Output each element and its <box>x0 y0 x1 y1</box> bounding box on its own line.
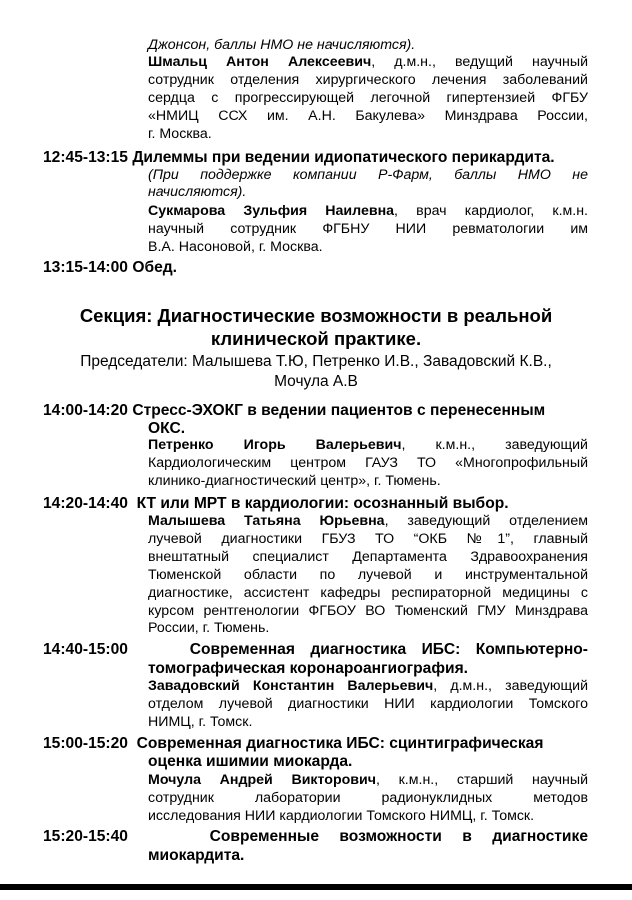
talk-note: начисляются). <box>148 184 247 200</box>
talk-title: томографическая коронароангиография. <box>148 660 468 677</box>
speaker-affiliation: курсом рентгенологии ФГБОУ ВО Тюменский ГМУ Минздрава <box>148 603 588 619</box>
section-title: клинической практике. <box>210 328 422 349</box>
speaker-line <box>148 203 588 220</box>
bottom-edge-bar <box>0 884 632 890</box>
talk-title: Современная диагностика ИБС: Компьютерно- <box>189 641 588 658</box>
talk-1520-header <box>43 827 588 846</box>
talk-1440-header <box>43 640 588 659</box>
speaker-affiliation: Кардиологическим центром ГАУЗ ТО «Многопрофильный <box>148 455 588 471</box>
speaker-name: Мочула Андрей Викторович <box>148 772 376 788</box>
speaker-affiliation: отделом лучевой диагностики НИИ кардиологии Томского <box>148 696 588 712</box>
speaker-name: Петренко Игорь Валерьевич <box>148 437 402 453</box>
speaker-line <box>148 437 588 454</box>
speaker-affiliation: В.А. Насоновой, г. Москва. <box>148 239 323 255</box>
speaker-affiliation: , заведующий отделением <box>384 513 588 529</box>
talk-time: 14:20-14:40 <box>43 495 128 512</box>
speaker-affiliation: , д.м.н., заведующий <box>433 678 588 694</box>
speaker-affiliation: г. Москва. <box>148 126 212 142</box>
talk-title: Стресс-ЭХОКГ в ведении пациентов с перенесенным <box>132 402 546 419</box>
talk-note: (При поддержке компании Р-Фарм, баллы НМО не <box>148 167 588 183</box>
talk-title: Современная диагностика ИБС: сцинтиграфическая <box>136 735 544 752</box>
speaker-name: Завадовский Константин Валерьевич <box>148 678 434 694</box>
speaker-affiliation: сердца с прогрессирующей легочной гипертензией ФГБУ <box>148 90 588 106</box>
talk-title: ОКС. <box>148 420 186 437</box>
talk-title: Обед. <box>132 259 177 276</box>
intro-speaker-line <box>148 54 588 71</box>
talk-1245-header <box>43 148 555 167</box>
speaker-affiliation: НИМЦ, г. Томск. <box>148 714 253 730</box>
speaker-affiliation: , к.м.н., старший научный <box>375 772 588 788</box>
speaker-affiliation: Тюменской области по лучевой и инструментальной <box>148 567 588 583</box>
talk-time: 14:00-14:20 <box>43 402 128 419</box>
talk-1500-header <box>43 734 543 753</box>
speaker-line <box>148 513 588 530</box>
speaker-name: Шмальц Антон Алексеевич <box>148 54 372 70</box>
speaker-name: Малышева Татьяна Юрьевна <box>148 513 385 529</box>
talk-time: 12:45-13:15 <box>43 149 128 166</box>
speaker-affiliation: , д.м.н., ведущий научный <box>371 54 588 70</box>
speaker-line <box>148 772 588 789</box>
speaker-affiliation: клинико-диагностический центр», г. Тюмень. <box>148 473 441 489</box>
speaker-affiliation: исследования НИИ кардиологии Томского НИМЦ, г. Томск. <box>148 808 535 824</box>
speaker-affiliation: сотрудник лаборатории радионуклидных методов <box>148 790 588 806</box>
intro-note: Джонсон, баллы НМО не начисляются). <box>148 37 416 53</box>
talk-title: Современные возможности в диагностике <box>209 828 588 845</box>
speaker-affiliation: диагностике, ассистент кафедры респираторной медицины с <box>148 585 588 601</box>
section-chairs: Мочула А.В <box>274 373 358 390</box>
speaker-affiliation: «НМИЦ ССХ им. А.Н. Бакулева» Минздрава России, <box>148 108 588 124</box>
speaker-affiliation: лучевой диагностики ГБУЗ ТО “ОКБ №1”, главный <box>148 531 588 547</box>
talk-1420-header <box>43 494 509 513</box>
speaker-line <box>148 678 588 695</box>
talk-time: 13:15-14:00 <box>43 259 128 276</box>
talk-title: миокардита. <box>148 847 245 864</box>
speaker-affiliation: , врач кардиолог, к.м.н. <box>394 203 588 219</box>
section-title: Секция: Диагностические возможности в реальной <box>79 305 553 326</box>
talk-title: КТ или МРТ в кардиологии: осознанный выбор. <box>136 495 509 512</box>
speaker-affiliation: , к.м.н., заведующий <box>401 437 588 453</box>
speaker-affiliation: внештатный специалист Департамента Здравоохранения <box>148 549 588 565</box>
talk-time: 15:20-15:40 <box>43 828 128 845</box>
talk-time: 15:00-15:20 <box>43 735 128 752</box>
speaker-affiliation: России, г. Тюмень. <box>148 620 270 636</box>
talk-title: Дилеммы при ведении идиопатического перикардита. <box>132 149 555 166</box>
talk-title: оценка ишимии миокарда. <box>148 753 353 770</box>
speaker-name: Сукмарова Зульфия Наилевна <box>148 203 395 219</box>
talk-1400-header <box>43 401 545 420</box>
speaker-affiliation: научный сотрудник ФГБНУ НИИ ревматологии им <box>148 221 588 237</box>
lunch-header <box>43 258 177 277</box>
section-chairs: Председатели: Малышева Т.Ю, Петренко И.В., Завадовский К.В., <box>80 353 552 370</box>
talk-time: 14:40-15:00 <box>43 641 128 658</box>
speaker-affiliation: сотрудник отделения хирургического лечения заболеваний <box>148 72 588 88</box>
